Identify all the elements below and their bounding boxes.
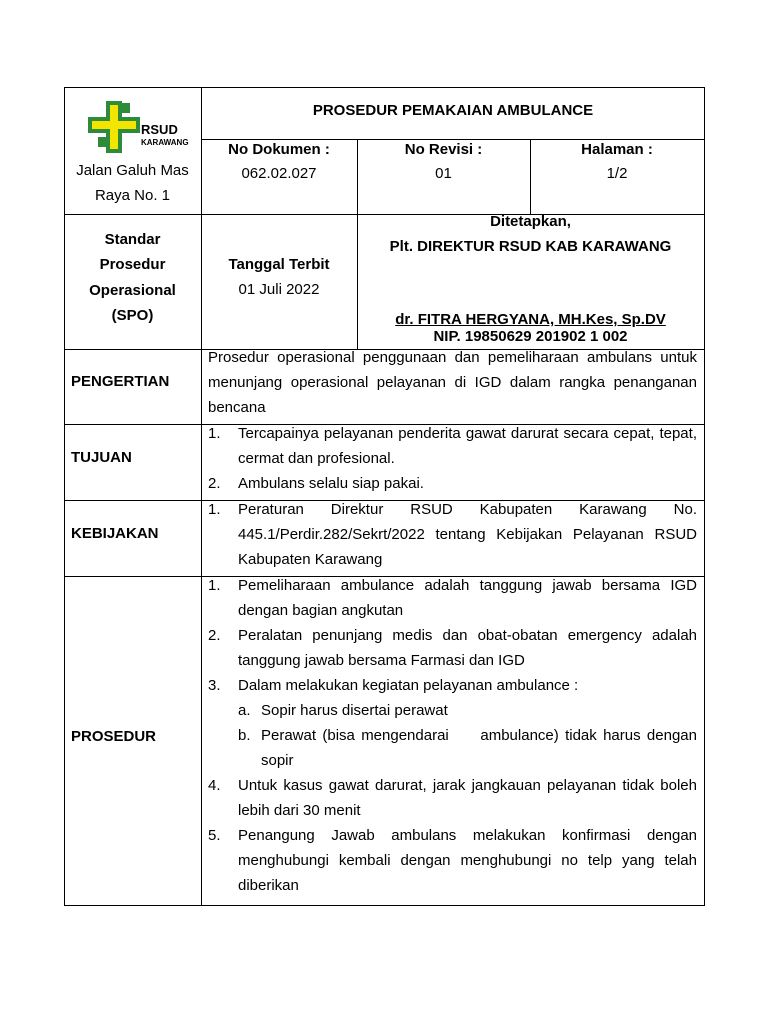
- page-label: Halaman :: [581, 141, 653, 158]
- logo-text-karawang: KARAWANG: [141, 138, 189, 147]
- tujuan-list: [208, 421, 697, 496]
- table-border-bottom: [64, 905, 705, 906]
- issue-date-value: 01 Juli 2022: [238, 281, 320, 298]
- list-item: 2. Peralatan penunjang medis dan obat-obatan emergency adalah tanggung jawab bersama Farmasi dan IGD: [208, 627, 697, 669]
- hospital-address: Jalan Galuh Mas Raya No. 1: [76, 162, 189, 204]
- revision-label: No Revisi :: [404, 141, 483, 158]
- list-item: 1. Pemeliharaan ambulance adalah tanggung jawab bersama IGD dengan bagian angkutan: [208, 577, 697, 619]
- prosedur-list: [208, 573, 702, 898]
- cross-icon: [88, 101, 140, 153]
- kebijakan-label: KEBIJAKAN: [71, 525, 159, 542]
- doc-no-label: No Dokumen :: [228, 141, 330, 158]
- list-item: 4. Untuk kasus gawat darurat, jarak jangkauan pelayanan tidak boleh lebih dari 30 menit: [208, 777, 697, 819]
- document-title: PROSEDUR PEMAKAIAN AMBULANCE: [312, 102, 594, 119]
- table-border-right: [704, 87, 705, 906]
- list-item: 1. Peraturan Direktur RSUD Kabupaten Karawang No. 445.1/Perdir.282/Sekrt/2022 tentang Kebijakan Pelayanan RSUD Kabupaten Karawang: [208, 501, 697, 568]
- approval-position: Plt. DIREKTUR RSUD KAB KARAWANG: [389, 238, 672, 255]
- list-item: 3. Dalam melakukan kegiatan pelayanan ambulance :: [208, 677, 579, 694]
- kebijakan-list: [208, 497, 697, 572]
- tujuan-label: TUJUAN: [71, 449, 132, 466]
- rsud-karawang-logo: [88, 97, 198, 157]
- table-border-left: [64, 87, 65, 906]
- page-value: 1/2: [606, 165, 628, 182]
- spo-label: Standar Prosedur Operasional (SPO): [89, 231, 176, 324]
- sub-list-item: b. Perawat (bisa mengendarai ambulance) tidak harus dengan sopir: [238, 727, 702, 769]
- doc-no-value: 062.02.027: [241, 165, 317, 182]
- spo-document: [64, 87, 705, 906]
- sub-list-item: a. Sopir harus disertai perawat: [238, 702, 448, 719]
- approval-ditetapkan: Ditetapkan,: [490, 213, 571, 230]
- table-border-top: [64, 87, 705, 88]
- logo-text-rsud: RSUD: [141, 122, 178, 137]
- list-item: 5. Penangung Jawab ambulans melakukan konfirmasi dengan menghubungi kembali dengan menghubungi no telp yang telah diberikan: [208, 827, 697, 894]
- pengertian-label: PENGERTIAN: [71, 373, 170, 390]
- approver-nip: NIP. 19850629 201902 1 002: [433, 328, 628, 345]
- approver-name: dr. FITRA HERGYANA, MH.Kes, Sp.DV: [395, 311, 666, 328]
- column-divider: [201, 87, 202, 906]
- revision-value: 01: [435, 165, 452, 182]
- list-item: 1. Tercapainya pelayanan penderita gawat darurat secara cepat, tepat, cermat dan profesional.: [208, 425, 697, 467]
- prosedur-label: PROSEDUR: [71, 728, 157, 745]
- issue-date-label: Tanggal Terbit: [228, 256, 330, 273]
- pengertian-text: Prosedur operasional penggunaan dan pemeliharaan ambulans untuk menunjang operasional pelayanan di IGD dalam rangka penanganan bencana: [208, 349, 697, 416]
- list-item: 2. Ambulans selalu siap pakai.: [208, 475, 424, 492]
